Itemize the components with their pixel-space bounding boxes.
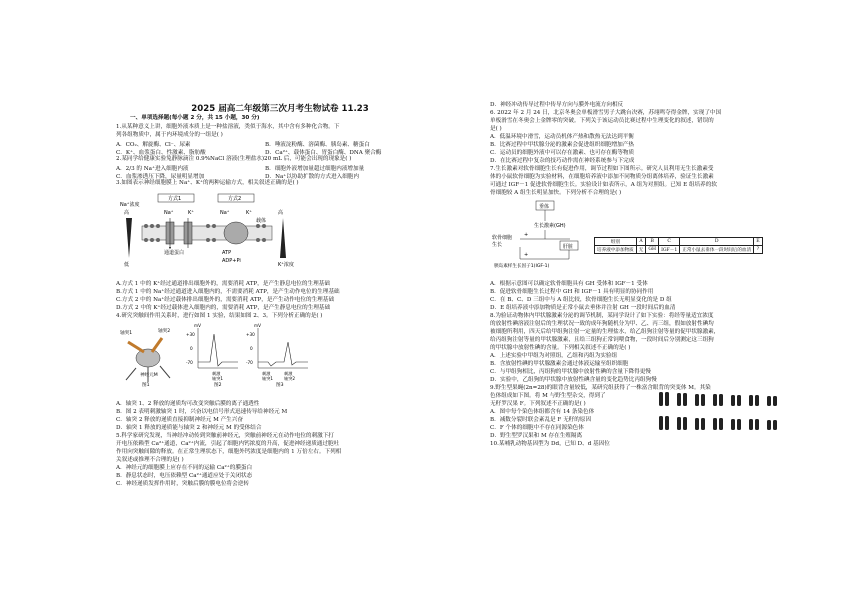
method1-label: 方式1 — [168, 196, 182, 202]
fig1-caption: 图1 — [142, 383, 150, 388]
fig3-stim-label-2: 刺激 — [284, 371, 293, 376]
q4-option-d: D．轴突 1 释放的递质能与轴突 2 和神经元 M 的受体结合 — [116, 425, 262, 431]
q7-option-b: B．促进软骨细胞生长过程中 GH 和 IGF－1 具有明显的协同作用 — [490, 289, 654, 295]
chromosome-set-row-2 — [659, 416, 777, 430]
growth-hormone-diagram — [490, 199, 590, 271]
fig2-y-bottom: -70 — [186, 360, 193, 365]
q5-stem-4: 关叙述或推理不合理的是( ) — [116, 457, 184, 463]
q6-stem-3: 是( ) — [490, 126, 502, 132]
pituitary-box: 垂体 — [539, 204, 550, 210]
q1-option-a: A．CO₂、解旋酶、Cl⁻、尿素 — [116, 142, 191, 148]
q7-stem-2: 体的小鼠软骨细胞为实验材料，在细胞培养液中添加不同物质分组离体培养，验证生长激素 — [490, 174, 714, 180]
q5-option-d: D．神经冲动传导过程中传导方向与膜外电流方向相反 — [490, 102, 624, 108]
q7-stem-3: 可通过 IGF－1 促进软骨细胞生长。实验设计如表所示，A 组为对照组。已知 E 组培养的软 — [490, 182, 717, 188]
fig2-unit-label: mV — [194, 323, 201, 328]
q3-stem: 3.如图表示神经细胞膜上 Na⁺、K⁺的两种运输方式，相关叙述正确的是( ) — [116, 180, 299, 186]
q4-option-c: C．轴突 2 释放的递质直接抑制神经元 M 产生兴奋 — [116, 417, 243, 423]
figure3-graph — [258, 328, 308, 368]
table-header-cell: B — [646, 238, 659, 246]
na-gradient-wedge — [126, 218, 132, 258]
q8-stem-2: 的放射性碘溶液注射后的生理状况一致的成年狗随机分为甲、乙、丙三组，假如放射性碘均 — [490, 321, 714, 327]
q2-option-d: D．Na⁺以协助扩散的方式进入细胞内 — [265, 174, 359, 180]
table-header-cell: D — [680, 238, 754, 246]
q3-option-d: D.方式 2 中的 K⁺经过载体进入细胞内的，需要消耗 ATP，是产生静息电位的生理基础 — [116, 305, 331, 311]
q8-option-a: A．上述实验中甲组为对照组，乙组和丙组为实验组 — [490, 353, 618, 359]
q9-option-a: A．图中每个染色体组都含有 14 条染色体 — [490, 409, 595, 415]
fig2-caption: 图2 — [214, 383, 222, 388]
plus-sign-2: + — [524, 252, 529, 258]
fig3-stim-target-2: 轴突2 — [284, 376, 296, 381]
table-cell: 无 — [636, 246, 646, 254]
fig3-y-top: +30 — [246, 332, 255, 337]
q7-option-a: A．根据示意图可以确定软骨细胞具有 GH 受体和 IGF－1 受体 — [490, 281, 648, 287]
q2-option-a: A．2/3 的 Na⁺进入细胞内液 — [116, 166, 189, 172]
q1-stem-2: 列各组物质中，属于内环境成分的一组是( ) — [116, 132, 223, 138]
low-label: 低 — [124, 262, 130, 268]
q9-stem-2: 色体组成如下图。将 M 与野生型杂交，得到了 — [490, 393, 606, 399]
q3-option-c: C.方式 2 中的 Na⁺经过载体排出细胞外的，需要消耗 ATP，是产生动作电位的生理基础 — [116, 297, 334, 303]
q4-stem: 4.研究突触间作用关系时，进行如图 1 实验，结果如图 2、3。下列分析正确的是( ) — [116, 313, 323, 319]
q1-option-b: B．唾液淀粉酶、溶菌酶、胰岛素、糖蛋白 — [265, 142, 370, 148]
q5-option-b: B．静息状态时，电压依赖型 Ca²⁺通道应处于关闭状态 — [116, 473, 253, 479]
page-title: 2025 届高二年级第三次月考生物试卷 11.23 — [191, 104, 369, 114]
neuron-m-label: 神经元M — [140, 373, 158, 378]
q8-stem-5: 的甲状腺中放射性碘的含量。下列相关叙述不正确的是( ) — [490, 345, 631, 351]
adp-label: ADP+Pi — [222, 258, 241, 264]
q6-option-b: B．比赛过程中甲状腺分泌的激素会促进组织细胞增加产热 — [490, 142, 634, 148]
q9-stem-3: 无籽罗汉果 F。下列叙述不正确的是( ) — [490, 401, 586, 407]
fig3-stim-target-1: 轴突1 — [262, 376, 274, 381]
membrane-bilayer — [142, 226, 272, 240]
fig3-y-zero: 0 — [250, 346, 253, 351]
q8-option-b: B．含放射性碘的甲状腺激素会通过体液运输至组织细胞 — [490, 361, 629, 367]
q7-option-d: D．E 组培养液中添加物质是正常小鼠去垂体并注射 GH 一段时间后的血清 — [490, 305, 676, 311]
q8-stem-3: 被细胞所利用，四天后给甲组狗注射一定量的生理盐水，给乙组狗注射等量的促甲状腺激素， — [490, 329, 720, 335]
q3-option-b: B.方式 1 中的 Na⁺经过通道进入细胞内的，不需要消耗 ATP，是产生动作电位的生理基础 — [116, 289, 340, 295]
q5-stem-2: 开电压依赖型 Ca²⁺通道，Ca²⁺内流，引起了细胞内钙浓度的升高，促进神经递质通过胞吐 — [116, 441, 340, 447]
q2-option-b: B．细胞外液增加量超过细胞内液增加量 — [265, 166, 365, 172]
membrane-transport-figure — [118, 190, 298, 270]
na-concentration-label: Na⁺浓度 — [120, 202, 140, 208]
q7-stem-4: 骨细胞较 A 组生长明显加快。下列分析不合理的是( ) — [490, 190, 622, 196]
q1-option-d: D．Ca²⁺、载体蛋白、胃蛋白酶、DNA 聚合酶 — [265, 150, 382, 156]
q9-option-d: D．野生型罗汉果和 M 存在生殖隔离 — [490, 433, 583, 439]
method2-label: 方式2 — [228, 196, 242, 202]
plus-sign-1: + — [524, 232, 529, 238]
q1-option-c: C．K⁺、血浆蛋白、性激素、脂肪酸 — [116, 150, 206, 156]
table-header-cell: A — [636, 238, 646, 246]
atp-label: ATP — [222, 250, 232, 256]
growth-label: 生长 — [492, 242, 503, 248]
k-ion-label: K⁺ — [188, 210, 194, 216]
igf-label: 胰岛素样生长因子1(IGF-1) — [494, 264, 550, 269]
q5-stem-1: 5.科学家研究发现，当神经冲动传到突触前神经元，突触前神经元在动作电位的刺激下打 — [116, 433, 334, 439]
figure2-graph — [198, 328, 238, 368]
fig2-y-top: +30 — [186, 332, 195, 337]
table-cell: ? — [754, 246, 762, 254]
synapse-experiment-figure — [118, 322, 318, 388]
table-cell: GH — [646, 246, 659, 254]
q6-option-a: A．低温环境中滑雪，运动员机体产热和散热无法达到平衡 — [490, 134, 634, 140]
q7-option-c: C．在 B、C、D 三组中与 A 组比较，软骨细胞生长无明显变化的是 D 组 — [490, 297, 672, 303]
table-row — [595, 246, 763, 254]
q10-stem: 10.某哺乳动物基因型为 Dd，已知 D、d 基因位 — [490, 441, 610, 447]
k-gradient-wedge — [280, 218, 286, 258]
q5-option-a: A．神经元的细胞膜上应存在不同的运输 Ca²⁺的膜蛋白 — [116, 465, 253, 471]
q8-option-c: C．与甲组狗相比，丙组狗的甲状腺中放射性碘的含量下降得更慢 — [490, 369, 651, 375]
q6-stem-2: 单板滑雪在冬奥会上金牌零的突破。下列关于该运动员比赛过程中生理变化的叙述，错误的 — [490, 118, 714, 124]
q2-option-c: C．血浆渗透压下降，尿量明显增加 — [116, 174, 205, 180]
table-header-cell: 组别 — [595, 238, 637, 246]
q5-option-c: C．神经递质发挥作用时，突触后膜的膜电位将会逆转 — [116, 481, 249, 487]
q8-stem-1: 8.为验证动物体内甲状腺激素分泌的调节机制，某同学设计了如下实验：将经等量适宜浓度 — [490, 313, 714, 319]
q2-stem: 2.某同学给健康实验兔静脉滴注 0.9%NaCl 溶液(生理盐水)20 mL 后，可能会出现的现象是( ) — [116, 156, 352, 162]
fig2-y-zero: 0 — [190, 346, 193, 351]
q8-stem-4: 给丙组狗注射等量的甲状腺激素，且给三组狗正常饲喂食物，一段时间后分别测定这三组狗 — [490, 337, 714, 343]
table-row-label: 培养液中添加物质 — [595, 246, 637, 254]
table-header-row — [595, 238, 763, 246]
q5-stem-3: 作用向突触间隙的释放。在正常生理状态下，细胞外钙浓度是细胞内的 1 万倍左右。下列相 — [116, 449, 342, 455]
q4-option-b: B．图 2 表明刺激轴突 1 时，兴奋以电信号形式迅速传导给神经元 M — [116, 409, 288, 415]
q6-option-d: D．在比赛过程中复杂的技巧动作需在神经系统参与下完成 — [490, 158, 635, 164]
q8-option-d: D．实验中，乙组狗的甲状腺中放射性碘含量的变化趋势比丙组狗慢 — [490, 377, 657, 383]
table-cell: IGF－1 — [659, 246, 680, 254]
table-header-cell: E — [754, 238, 762, 246]
cartilage-label: 软骨细胞 — [492, 235, 513, 241]
experiment-table — [594, 237, 763, 254]
gh-label: 生长激素(GH) — [534, 223, 566, 229]
table-header-cell: C — [659, 238, 680, 246]
channel-protein-label: 通道蛋白 — [164, 250, 185, 256]
q7-stem-1: 7.生长激素对软骨细胞生长有促进作用，调节过程如下图所示。研究人员利用无生长激素受 — [490, 166, 714, 172]
na-ion-label-2: Na⁺ — [220, 210, 230, 216]
high-label: 高 — [124, 210, 130, 216]
k-ion-label-2: K⁺ — [246, 210, 252, 216]
chromosome-set-row-1 — [659, 392, 777, 406]
fig3-caption: 图3 — [276, 383, 284, 388]
q6-option-c: C．运动员的细胞外液中可以存在激素、也可存在酶等物质 — [490, 150, 635, 156]
fig3-unit-label: mV — [254, 323, 261, 328]
k-concentration-label: K⁺浓度 — [278, 262, 294, 268]
carrier-protein — [224, 222, 248, 244]
high-label-2: 高 — [278, 210, 284, 216]
q6-stem-1: 6. 2022 年 2 月 24 日，北京冬奥会单板滑雪男子大跳台决赛，苏翊鸣夺得金牌，实现了中国 — [490, 110, 722, 116]
carrier-label: 载体 — [256, 218, 267, 224]
fig2-stim-label: 刺激 — [212, 371, 221, 376]
fig2-stim-target: 轴突1 — [212, 376, 224, 381]
q3-option-a: A.方式 1 中的 K⁺经过通道排出细胞外的，需要消耗 ATP，是产生静息电位的生理基础 — [116, 281, 330, 287]
na-ion-label: Na⁺ — [164, 210, 174, 216]
q1-stem-1: 1.从某种意义上讲，细胞外液本质上是一种盐溶液，类似于海水，其中含有多种化合物。下 — [116, 124, 340, 130]
q9-stem-1: 9.野生型果蝇(2n=28)的眼背含量较低，某研究组获得了一株富含眼背的突变体 M。其染 — [490, 385, 711, 391]
q9-option-b: B．减数分裂时联会紊乱是 F 无籽的原因 — [490, 417, 592, 423]
axon2-label: 轴突2 — [158, 329, 171, 334]
liver-box: 肝脏 — [563, 244, 574, 250]
axon1-label: 轴突1 — [120, 331, 133, 336]
table-cell: 正常小鼠去垂体一段时间后的血清 — [680, 246, 754, 254]
section-heading: 一、单项选择题(每小题 2 分，共 15 小题，30 分) — [130, 115, 260, 121]
fig3-y-bottom: -70 — [246, 360, 253, 365]
q4-option-a: A．轴突 1、2 释放的递质均可改变突触后膜的离子通透性 — [116, 401, 260, 407]
karyotype-figure — [655, 390, 805, 438]
q9-option-c: C．F 个体的细胞中不存在同源染色体 — [490, 425, 584, 431]
fig3-stim-label-1: 刺激 — [262, 371, 271, 376]
